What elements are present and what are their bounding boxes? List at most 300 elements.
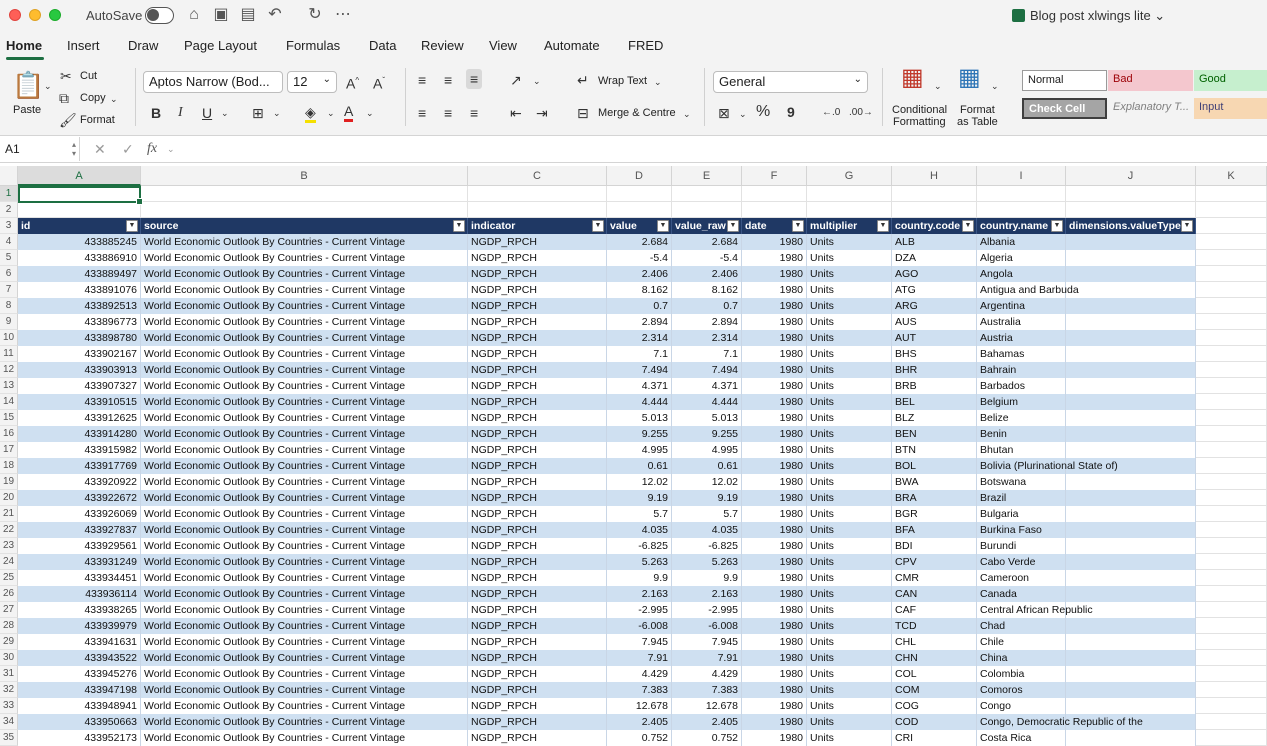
table-cell[interactable] xyxy=(742,634,807,650)
table-cell[interactable] xyxy=(468,602,607,618)
table-cell[interactable] xyxy=(892,666,977,682)
table-cell[interactable] xyxy=(468,314,607,330)
row-header-9[interactable]: 9 xyxy=(0,314,18,330)
autosave-toggle[interactable] xyxy=(145,7,174,24)
table-cell[interactable] xyxy=(468,394,607,410)
row-header-12[interactable]: 12 xyxy=(0,362,18,378)
filter-dropdown-icon[interactable]: ▼ xyxy=(592,220,604,232)
column-header-d[interactable]: D xyxy=(607,166,672,186)
table-cell[interactable] xyxy=(807,234,892,250)
row-header-31[interactable]: 31 xyxy=(0,666,18,682)
row-header-35[interactable]: 35 xyxy=(0,730,18,746)
table-cell[interactable] xyxy=(18,362,141,378)
table-cell[interactable] xyxy=(807,602,892,618)
table-cell[interactable] xyxy=(807,298,892,314)
table-cell[interactable] xyxy=(1066,666,1196,682)
formula-input[interactable] xyxy=(182,142,1262,158)
table-cell[interactable] xyxy=(892,602,977,618)
table-cell[interactable] xyxy=(1066,730,1196,746)
table-cell[interactable] xyxy=(141,554,468,570)
merge-centre-button[interactable]: Merge & Centre xyxy=(598,107,676,119)
table-cell[interactable] xyxy=(607,698,672,714)
table-cell[interactable] xyxy=(977,490,1066,506)
table-cell[interactable] xyxy=(672,506,742,522)
insert-function-icon[interactable]: fx xyxy=(147,141,158,156)
cancel-entry-icon[interactable]: ✕ xyxy=(94,141,106,157)
style-input[interactable]: Input xyxy=(1194,98,1267,119)
filter-dropdown-icon[interactable]: ▼ xyxy=(877,220,889,232)
table-cell[interactable] xyxy=(18,522,141,538)
table-header-cell[interactable] xyxy=(468,218,607,234)
table-cell[interactable] xyxy=(742,458,807,474)
underline-chevron-icon[interactable]: ⌄ xyxy=(221,108,229,118)
table-cell[interactable] xyxy=(607,250,672,266)
table-cell[interactable] xyxy=(1066,458,1196,474)
table-cell[interactable] xyxy=(1066,650,1196,666)
row-header-18[interactable]: 18 xyxy=(0,458,18,474)
table-cell[interactable] xyxy=(892,538,977,554)
table-cell[interactable] xyxy=(141,618,468,634)
table-cell[interactable] xyxy=(141,346,468,362)
table-cell[interactable] xyxy=(468,714,607,730)
align-right-icon[interactable]: ≡ xyxy=(470,105,479,121)
table-cell[interactable] xyxy=(977,682,1066,698)
table-cell[interactable] xyxy=(18,330,141,346)
table-cell[interactable] xyxy=(1066,250,1196,266)
table-cell[interactable] xyxy=(1066,346,1196,362)
table-cell[interactable] xyxy=(672,634,742,650)
save-as-icon[interactable]: ▤ xyxy=(240,6,256,23)
table-cell[interactable] xyxy=(141,698,468,714)
table-cell[interactable] xyxy=(141,362,468,378)
table-cell[interactable] xyxy=(977,330,1066,346)
table-cell[interactable] xyxy=(892,266,977,282)
table-cell[interactable] xyxy=(977,426,1066,442)
decrease-decimal-icon[interactable]: .00→ xyxy=(849,107,873,118)
row-header-16[interactable]: 16 xyxy=(0,426,18,442)
table-cell[interactable] xyxy=(807,346,892,362)
table-cell[interactable] xyxy=(607,554,672,570)
table-cell[interactable] xyxy=(742,570,807,586)
row-header-17[interactable]: 17 xyxy=(0,442,18,458)
style-good[interactable]: Good xyxy=(1194,70,1267,91)
table-cell[interactable] xyxy=(807,458,892,474)
select-all-corner[interactable] xyxy=(0,166,18,186)
table-cell[interactable] xyxy=(977,410,1066,426)
table-cell[interactable] xyxy=(18,666,141,682)
merge-chevron-icon[interactable]: ⌄ xyxy=(683,109,691,119)
row-header-1[interactable]: 1 xyxy=(0,186,18,202)
table-cell[interactable] xyxy=(807,330,892,346)
font-color-chevron-icon[interactable]: ⌄ xyxy=(366,108,374,118)
row-header-8[interactable]: 8 xyxy=(0,298,18,314)
name-box-stepper-icon[interactable]: ▴ ▾ xyxy=(71,140,76,158)
table-cell[interactable] xyxy=(672,442,742,458)
row-header-4[interactable]: 4 xyxy=(0,234,18,250)
table-cell[interactable] xyxy=(742,410,807,426)
decrease-font-icon[interactable]: $A^ˇ$ xyxy=(373,75,386,92)
wrap-text-chevron-icon[interactable]: ⌄ xyxy=(654,77,662,87)
table-cell[interactable] xyxy=(892,698,977,714)
increase-indent-icon[interactable]: ⇥ xyxy=(536,105,548,121)
table-cell[interactable] xyxy=(807,474,892,490)
table-cell[interactable] xyxy=(807,570,892,586)
row-header-30[interactable]: 30 xyxy=(0,650,18,666)
table-cell[interactable] xyxy=(18,442,141,458)
table-cell[interactable] xyxy=(468,330,607,346)
align-bottom-icon[interactable]: ≡ xyxy=(466,69,482,89)
table-cell[interactable] xyxy=(141,442,468,458)
column-header-a[interactable]: A xyxy=(18,166,141,186)
table-cell[interactable] xyxy=(672,250,742,266)
table-cell[interactable] xyxy=(807,554,892,570)
number-format-select[interactable]: General ⌄ xyxy=(713,71,868,93)
table-header-cell[interactable] xyxy=(607,218,672,234)
table-cell[interactable] xyxy=(742,618,807,634)
table-cell[interactable] xyxy=(977,634,1066,650)
table-cell[interactable] xyxy=(607,570,672,586)
table-cell[interactable] xyxy=(742,602,807,618)
tab-home[interactable]: Home xyxy=(6,38,43,53)
table-cell[interactable] xyxy=(672,458,742,474)
table-cell[interactable] xyxy=(807,266,892,282)
table-cell[interactable] xyxy=(807,362,892,378)
table-cell[interactable] xyxy=(892,298,977,314)
row-header-10[interactable]: 10 xyxy=(0,330,18,346)
table-cell[interactable] xyxy=(607,682,672,698)
table-cell[interactable] xyxy=(892,442,977,458)
table-cell[interactable] xyxy=(672,554,742,570)
table-cell[interactable] xyxy=(742,394,807,410)
increase-font-icon[interactable]: A^ xyxy=(346,75,360,92)
table-cell[interactable] xyxy=(672,378,742,394)
table-cell[interactable] xyxy=(672,330,742,346)
table-cell[interactable] xyxy=(807,314,892,330)
table-cell[interactable] xyxy=(807,490,892,506)
table-cell[interactable] xyxy=(18,682,141,698)
table-cell[interactable] xyxy=(1066,506,1196,522)
table-cell[interactable] xyxy=(607,346,672,362)
home-icon[interactable]: ⌂ xyxy=(189,6,199,23)
copy-chevron-icon[interactable]: ⌄ xyxy=(110,94,118,104)
table-cell[interactable] xyxy=(607,506,672,522)
table-cell[interactable] xyxy=(607,650,672,666)
table-cell[interactable] xyxy=(1066,698,1196,714)
table-cell[interactable] xyxy=(807,378,892,394)
table-cell[interactable] xyxy=(468,634,607,650)
table-cell[interactable] xyxy=(892,330,977,346)
column-header-e[interactable]: E xyxy=(672,166,742,186)
table-cell[interactable] xyxy=(977,394,1066,410)
fx-chevron-icon[interactable]: ⌄ xyxy=(167,144,175,154)
table-cell[interactable] xyxy=(977,266,1066,282)
paste-icon[interactable]: 📋 xyxy=(12,70,45,100)
table-cell[interactable] xyxy=(468,618,607,634)
table-cell[interactable] xyxy=(977,250,1066,266)
table-cell[interactable] xyxy=(1066,378,1196,394)
table-cell[interactable] xyxy=(672,314,742,330)
table-cell[interactable] xyxy=(892,426,977,442)
fill-color-chevron-icon[interactable]: ⌄ xyxy=(327,108,335,118)
table-cell[interactable] xyxy=(607,634,672,650)
table-cell[interactable] xyxy=(607,442,672,458)
table-cell[interactable] xyxy=(742,474,807,490)
table-cell[interactable] xyxy=(141,538,468,554)
table-cell[interactable] xyxy=(141,474,468,490)
table-cell[interactable] xyxy=(977,554,1066,570)
table-cell[interactable] xyxy=(1066,554,1196,570)
table-cell[interactable] xyxy=(607,362,672,378)
row-header-28[interactable]: 28 xyxy=(0,618,18,634)
table-cell[interactable] xyxy=(807,426,892,442)
table-cell[interactable] xyxy=(141,730,468,746)
table-cell[interactable] xyxy=(1066,266,1196,282)
table-cell[interactable] xyxy=(141,410,468,426)
table-cell[interactable] xyxy=(672,602,742,618)
table-cell[interactable] xyxy=(892,714,977,730)
table-cell[interactable] xyxy=(18,474,141,490)
align-middle-icon[interactable]: ≡ xyxy=(444,72,453,88)
table-cell[interactable] xyxy=(892,362,977,378)
table-cell[interactable] xyxy=(607,458,672,474)
table-cell[interactable] xyxy=(892,378,977,394)
orientation-icon[interactable]: ↗ xyxy=(510,72,522,88)
table-cell[interactable] xyxy=(18,570,141,586)
table-cell[interactable] xyxy=(672,282,742,298)
table-cell[interactable] xyxy=(672,538,742,554)
table-cell[interactable] xyxy=(977,506,1066,522)
table-cell[interactable] xyxy=(977,346,1066,362)
table-cell[interactable] xyxy=(468,250,607,266)
table-cell[interactable] xyxy=(468,298,607,314)
table-cell[interactable] xyxy=(18,730,141,746)
table-cell[interactable] xyxy=(742,442,807,458)
table-cell[interactable] xyxy=(18,538,141,554)
table-cell[interactable] xyxy=(18,298,141,314)
table-cell[interactable] xyxy=(468,506,607,522)
table-cell[interactable] xyxy=(672,234,742,250)
table-cell[interactable] xyxy=(607,602,672,618)
table-cell[interactable] xyxy=(1066,522,1196,538)
table-cell[interactable] xyxy=(892,346,977,362)
table-cell[interactable] xyxy=(141,314,468,330)
table-cell[interactable] xyxy=(141,490,468,506)
style-normal[interactable]: Normal xyxy=(1022,70,1107,91)
table-cell[interactable] xyxy=(892,730,977,746)
paste-button[interactable]: Paste xyxy=(13,104,42,116)
table-cell[interactable] xyxy=(1066,298,1196,314)
table-cell[interactable] xyxy=(141,666,468,682)
align-center-icon[interactable]: ≡ xyxy=(444,105,453,121)
table-cell[interactable] xyxy=(468,666,607,682)
tab-automate[interactable]: Automate xyxy=(544,38,600,53)
table-cell[interactable] xyxy=(607,522,672,538)
table-cell[interactable] xyxy=(672,618,742,634)
table-cell[interactable] xyxy=(141,234,468,250)
filter-dropdown-icon[interactable]: ▼ xyxy=(1051,220,1063,232)
table-cell[interactable] xyxy=(672,522,742,538)
document-title[interactable]: Blog post xlwings lite ⌄ xyxy=(1012,8,1165,24)
format-as-table-label-1[interactable]: Format xyxy=(960,104,995,116)
tab-review[interactable]: Review xyxy=(421,38,464,53)
table-header-cell[interactable] xyxy=(672,218,742,234)
column-header-f[interactable]: F xyxy=(742,166,807,186)
table-cell[interactable] xyxy=(807,650,892,666)
table-cell[interactable] xyxy=(141,378,468,394)
bold-button[interactable]: B xyxy=(151,105,162,121)
table-cell[interactable] xyxy=(742,266,807,282)
column-header-j[interactable]: J xyxy=(1066,166,1196,186)
table-cell[interactable] xyxy=(977,698,1066,714)
row-header-24[interactable]: 24 xyxy=(0,554,18,570)
table-cell[interactable] xyxy=(1066,538,1196,554)
filter-dropdown-icon[interactable]: ▼ xyxy=(1181,220,1193,232)
table-header-cell[interactable] xyxy=(807,218,892,234)
table-cell[interactable] xyxy=(1066,314,1196,330)
table-cell[interactable] xyxy=(1066,394,1196,410)
table-cell[interactable] xyxy=(742,650,807,666)
table-cell[interactable] xyxy=(807,714,892,730)
font-name-select[interactable]: Aptos Narrow (Bod... xyxy=(143,71,283,93)
row-header-25[interactable]: 25 xyxy=(0,570,18,586)
table-cell[interactable] xyxy=(18,394,141,410)
save-icon[interactable]: ▣ xyxy=(213,6,229,23)
table-cell[interactable] xyxy=(1066,586,1196,602)
table-cell[interactable] xyxy=(468,234,607,250)
tab-draw[interactable]: Draw xyxy=(128,38,159,53)
table-cell[interactable] xyxy=(977,650,1066,666)
row-header-14[interactable]: 14 xyxy=(0,394,18,410)
table-cell[interactable] xyxy=(18,506,141,522)
table-cell[interactable] xyxy=(18,650,141,666)
row-header-34[interactable]: 34 xyxy=(0,714,18,730)
table-cell[interactable] xyxy=(607,618,672,634)
merge-icon[interactable]: ⊟ xyxy=(577,105,589,121)
table-cell[interactable] xyxy=(672,666,742,682)
table-cell[interactable] xyxy=(468,282,607,298)
row-header-27[interactable]: 27 xyxy=(0,602,18,618)
table-cell[interactable] xyxy=(807,410,892,426)
table-cell[interactable] xyxy=(18,250,141,266)
align-left-icon[interactable]: ≡ xyxy=(418,105,427,121)
decrease-indent-icon[interactable]: ⇤ xyxy=(510,105,522,121)
table-cell[interactable] xyxy=(977,298,1066,314)
table-cell[interactable] xyxy=(18,554,141,570)
table-cell[interactable] xyxy=(892,250,977,266)
filter-dropdown-icon[interactable]: ▼ xyxy=(962,220,974,232)
table-cell[interactable] xyxy=(1066,282,1196,298)
table-cell[interactable] xyxy=(672,570,742,586)
table-cell[interactable] xyxy=(468,346,607,362)
copy-icon[interactable]: ⧉ xyxy=(59,90,69,106)
table-cell[interactable] xyxy=(18,378,141,394)
table-cell[interactable] xyxy=(1066,410,1196,426)
tab-page-layout[interactable]: Page Layout xyxy=(184,38,258,53)
table-cell[interactable] xyxy=(607,538,672,554)
table-cell[interactable] xyxy=(468,410,607,426)
fill-color-icon[interactable]: ◈ xyxy=(305,104,316,123)
table-header-cell[interactable] xyxy=(892,218,977,234)
table-cell[interactable] xyxy=(742,698,807,714)
table-cell[interactable] xyxy=(1066,442,1196,458)
table-cell[interactable] xyxy=(672,682,742,698)
table-cell[interactable] xyxy=(977,362,1066,378)
table-cell[interactable] xyxy=(672,410,742,426)
row-header-5[interactable]: 5 xyxy=(0,250,18,266)
cut-button[interactable]: Cut xyxy=(80,70,98,82)
table-cell[interactable] xyxy=(141,634,468,650)
close-window-button[interactable] xyxy=(9,9,21,21)
table-cell[interactable] xyxy=(468,442,607,458)
table-cell[interactable] xyxy=(742,538,807,554)
table-cell[interactable] xyxy=(607,282,672,298)
tab-formulas[interactable]: Formulas xyxy=(286,38,341,53)
table-cell[interactable] xyxy=(607,330,672,346)
table-cell[interactable] xyxy=(141,506,468,522)
paste-chevron-icon[interactable]: ⌄ xyxy=(44,81,52,91)
table-cell[interactable] xyxy=(742,314,807,330)
filter-dropdown-icon[interactable]: ▼ xyxy=(727,220,739,232)
table-cell[interactable] xyxy=(977,570,1066,586)
accounting-chevron-icon[interactable]: ⌄ xyxy=(739,109,747,119)
undo-icon[interactable]: ↶ xyxy=(268,6,282,23)
table-cell[interactable] xyxy=(607,490,672,506)
table-cell[interactable] xyxy=(141,330,468,346)
table-cell[interactable] xyxy=(18,346,141,362)
row-header-20[interactable]: 20 xyxy=(0,490,18,506)
table-cell[interactable] xyxy=(892,522,977,538)
table-cell[interactable] xyxy=(468,490,607,506)
table-cell[interactable] xyxy=(1066,234,1196,250)
table-cell[interactable] xyxy=(892,282,977,298)
table-cell[interactable] xyxy=(607,394,672,410)
format-table-chevron-icon[interactable]: ⌄ xyxy=(991,81,999,91)
zoom-window-button[interactable] xyxy=(49,9,61,21)
column-header-c[interactable]: C xyxy=(468,166,607,186)
table-cell[interactable] xyxy=(742,554,807,570)
table-cell[interactable] xyxy=(468,474,607,490)
table-cell[interactable] xyxy=(1066,362,1196,378)
format-as-table-label-2[interactable]: as Table xyxy=(957,116,998,128)
table-cell[interactable] xyxy=(977,314,1066,330)
table-cell[interactable] xyxy=(742,426,807,442)
table-cell[interactable] xyxy=(807,634,892,650)
table-cell[interactable] xyxy=(742,298,807,314)
table-cell[interactable] xyxy=(18,586,141,602)
table-cell[interactable] xyxy=(742,362,807,378)
table-cell[interactable] xyxy=(607,298,672,314)
table-cell[interactable] xyxy=(807,282,892,298)
table-cell[interactable] xyxy=(18,426,141,442)
table-cell[interactable] xyxy=(892,314,977,330)
table-cell[interactable] xyxy=(892,234,977,250)
table-cell[interactable] xyxy=(742,250,807,266)
table-cell[interactable] xyxy=(607,666,672,682)
table-cell[interactable] xyxy=(141,282,468,298)
table-cell[interactable] xyxy=(807,522,892,538)
row-header-15[interactable]: 15 xyxy=(0,410,18,426)
filter-dropdown-icon[interactable]: ▼ xyxy=(126,220,138,232)
copy-button[interactable]: Copy xyxy=(80,92,106,104)
table-cell[interactable] xyxy=(141,586,468,602)
table-cell[interactable] xyxy=(742,330,807,346)
format-painter-button[interactable]: Format xyxy=(80,114,115,126)
table-cell[interactable] xyxy=(892,410,977,426)
column-header-g[interactable]: G xyxy=(807,166,892,186)
table-cell[interactable] xyxy=(892,474,977,490)
row-header-32[interactable]: 32 xyxy=(0,682,18,698)
table-cell[interactable] xyxy=(18,698,141,714)
